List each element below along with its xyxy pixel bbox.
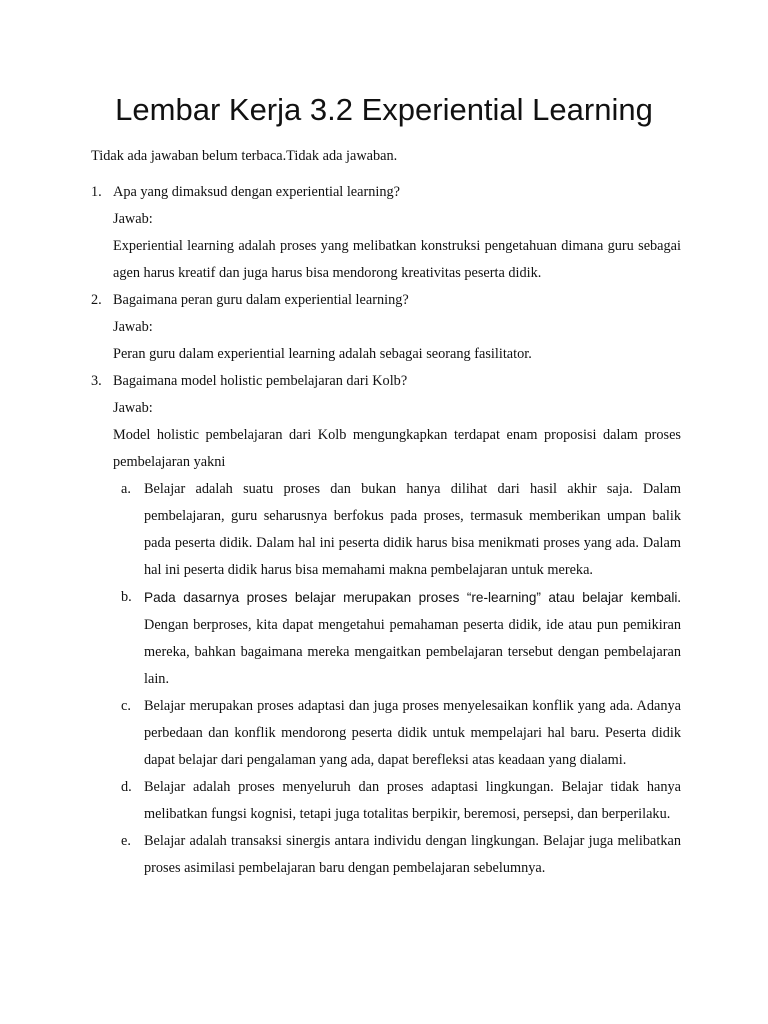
answer-text: Model holistic pembelajaran dari Kolb mengungkapkan terdapat enam proposisi dalam proses pembelajaran yakni [113, 427, 681, 470]
sub-item-e [91, 828, 681, 882]
question-2 [91, 287, 681, 368]
question-3 [91, 368, 681, 476]
sub-item-letter: e. [121, 833, 131, 849]
answer-label: Jawab: [113, 400, 153, 416]
sub-item-letter: c. [121, 698, 131, 714]
answer-text: Peran guru dalam experiential learning adalah sebagai seorang fasilitator. [113, 346, 532, 362]
document-body [91, 143, 681, 882]
question-1 [91, 179, 681, 287]
question-number: 3. [91, 373, 102, 389]
sub-item-text: Belajar adalah proses menyeluruh dan proses adaptasi lingkungan. Belajar tidak hanya melibatkan fungsi kognisi, tetapi juga totalitas berpikir, beremosi, persepsi, dan berperilaku. [144, 779, 681, 822]
sub-item-letter: d. [121, 779, 132, 795]
question-text: Apa yang dimaksud dengan experiential learning? [113, 184, 401, 200]
sub-item-letter: b. [121, 589, 132, 605]
sub-item-letter: a. [121, 481, 131, 497]
sub-item-text [144, 584, 681, 693]
answer-label: Jawab: [113, 319, 153, 335]
sub-item-lead-text: Pada dasarnya proses belajar merupakan proses “re-learning” atau belajar kembali [144, 590, 678, 605]
answer-text: Experiential learning adalah proses yang melibatkan konstruksi pengetahuan dimana guru sebagai agen harus kreatif dan juga harus bisa mendorong kreativitas peserta didik. [113, 238, 681, 281]
sub-item-a [91, 476, 681, 584]
question-number: 2. [91, 292, 102, 308]
sub-item-text: Belajar adalah suatu proses dan bukan hanya dilihat dari hasil akhir saja. Dalam pembelajaran, guru seharusnya berfokus pada proses, termasuk memberikan umpan balik pada peserta didik. Dalam hal ini peserta didik harus bisa menikmati proses yang ada. Dalam hal ini peserta didik harus bisa memahami makna pembelajaran untuk mereka. [144, 481, 681, 578]
question-number: 1. [91, 184, 102, 200]
answer-label: Jawab: [113, 211, 153, 227]
question-text: Bagaimana peran guru dalam experiential learning? [113, 292, 409, 308]
sub-item-c [91, 693, 681, 774]
sub-item-b [91, 584, 681, 693]
page-title: Lembar Kerja 3.2 Experiential Learning [115, 92, 653, 127]
intro-text: Tidak ada jawaban belum terbaca.Tidak ada jawaban. [91, 148, 398, 164]
sub-item-rest-text: . Dengan berproses, kita dapat mengetahui pemahaman peserta didik, ide atau pun pemikiran mereka, bahkan bagaimana mereka mengaitkan pembelajaran tersebut dengan pembelajaran lain. [144, 590, 681, 687]
sub-item-text: Belajar merupakan proses adaptasi dan juga proses menyelesaikan konflik yang ada. Adanya perbedaan dan konflik mendorong peserta didik untuk mempelajari hal baru. Peserta didik dapat belajar dari pengalaman yang ada, dapat berefleksi atas keadaan yang dialami. [144, 698, 681, 768]
sub-item-text: Belajar adalah transaksi sinergis antara individu dengan lingkungan. Belajar juga melibatkan proses asimilasi pembelajaran baru dengan pembelajaran sebelumnya. [144, 833, 681, 876]
sub-item-d [91, 774, 681, 828]
question-text: Bagaimana model holistic pembelajaran dari Kolb? [113, 373, 408, 389]
